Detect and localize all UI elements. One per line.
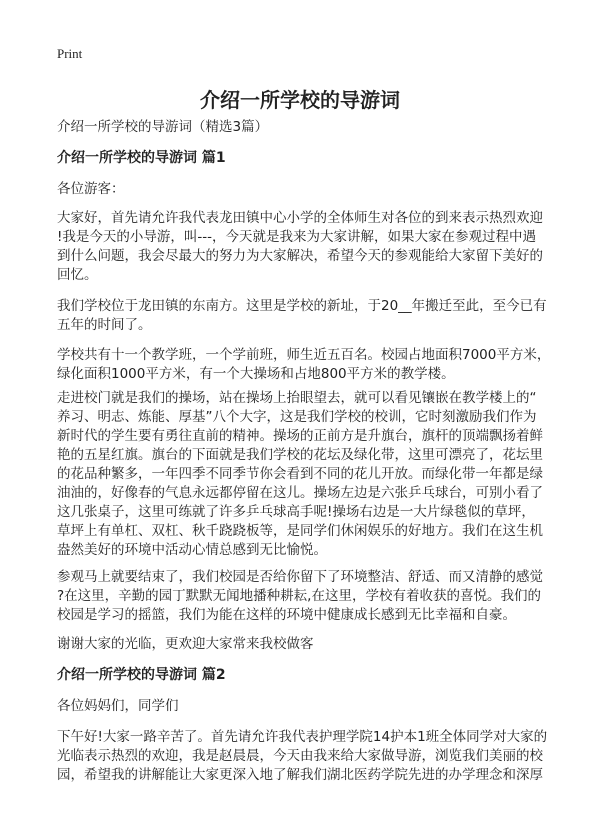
text-line: 校园是学习的摇篮，我们为能在这样的环境中健康成长感到无比幸福和自豪。 xyxy=(57,607,516,623)
paragraph xyxy=(57,635,557,654)
text-line: 盎然美好的环境中活动心情总感到无比愉悦。 xyxy=(57,542,327,558)
text-line: 新时代的学生要有勇往直前的精神。操场的正前方是升旗台，旗杆的顶端飘扬着鲜 xyxy=(57,428,543,444)
page-title: 介绍一所学校的导游词 xyxy=(200,88,400,112)
text-line: 学校共有十一个教学班，一个学前班，师生近五百名。校园占地面积7000平方米， xyxy=(57,347,551,363)
text-line: 养习、明志、炼能、厚基”八个大字，这是我们学校的校训，它时刻激励我们作为 xyxy=(57,409,537,425)
text-line: 谢谢大家的光临，更欢迎大家常来我校做客 xyxy=(57,636,314,652)
text-line: 光临表示热烈的欢迎，我是赵晨晨，今天由我来给大家做导游，浏览我们美丽的校 xyxy=(57,748,543,764)
text-line: 草坪上有单杠、双杠、秋千跷跷板等，是同学们休闲娱乐的好地方。我们在这生机 xyxy=(57,523,543,539)
text-line: 这几张桌子，这里可练就了许多乒乓球高手呢!操场右边是一大片绿毯似的草坪， xyxy=(57,504,535,520)
text-line: 参观马上就要结束了，我们校园是否给你留下了环境整洁、舒适、而又清静的感觉 xyxy=(57,569,543,585)
text-line: 回忆。 xyxy=(57,267,98,283)
paragraph xyxy=(57,346,557,384)
text-line: 的花品种繁多，一年四季不同季节你会看到不同的花儿开放。而绿化带一年都是绿 xyxy=(57,466,543,482)
print-link[interactable]: Print xyxy=(57,46,83,61)
text-line: 五年的时间了。 xyxy=(57,317,152,333)
text-line: !我是今天的小导游，叫---，今天就是我来为大家讲解，如果大家在参观过程中遇 xyxy=(57,229,537,245)
text-line: 园，希望我的讲解能让大家更深入地了解我们湖北医药学院先进的办学理念和深厚 xyxy=(57,767,543,783)
text-line: 绿化面积1000平方米，有一个大操场和占地800平方米的教学楼。 xyxy=(57,366,455,382)
section-heading-1: 介绍一所学校的导游词 篇1 xyxy=(57,150,226,166)
paragraph xyxy=(57,389,557,560)
text-line: 下午好!大家一路辛苦了。首先请允许我代表护理学院14护本1班全体同学对大家的 xyxy=(57,729,548,745)
paragraph xyxy=(57,209,557,285)
text-line: 油油的，好像春的气息永远都停留在这儿。操场左边是六张乒乓球台，可别小看了 xyxy=(57,485,543,501)
paragraph xyxy=(57,728,557,785)
text-line: 大家好，首先请允许我代表龙田镇中心小学的全体师生对各位的到来表示热烈欢迎 xyxy=(57,210,543,226)
paragraph xyxy=(57,568,557,625)
subtitle: 介绍一所学校的导游词（精选3篇） xyxy=(57,119,269,135)
section-heading-2: 介绍一所学校的导游词 篇2 xyxy=(57,667,226,683)
text-line: 艳的五星红旗。旗台的下面就是我们学校的花坛及绿化带，这里可漂亮了，花坛里 xyxy=(57,447,543,463)
paragraph xyxy=(57,297,557,335)
text-line: 我们学校位于龙田镇的东南方。这里是学校的新址，于20__年搬迁至此，至今已有 xyxy=(57,298,547,314)
greeting-1: 各位游客： xyxy=(57,181,125,197)
text-line: 走进校门就是我们的操场，站在操场上抬眼望去，就可以看见镶嵌在教学楼上的“ xyxy=(57,390,537,406)
text-line: ?在这里，辛勤的园丁默默无闻地播种耕耘,在这里，学校有着收获的喜悦。我们的 xyxy=(57,588,541,604)
greeting-2: 各位妈妈们，同学们 xyxy=(57,698,179,714)
text-line: 到什么问题，我会尽最大的努力为大家解决，希望今天的参观能给大家留下美好的 xyxy=(57,248,543,264)
